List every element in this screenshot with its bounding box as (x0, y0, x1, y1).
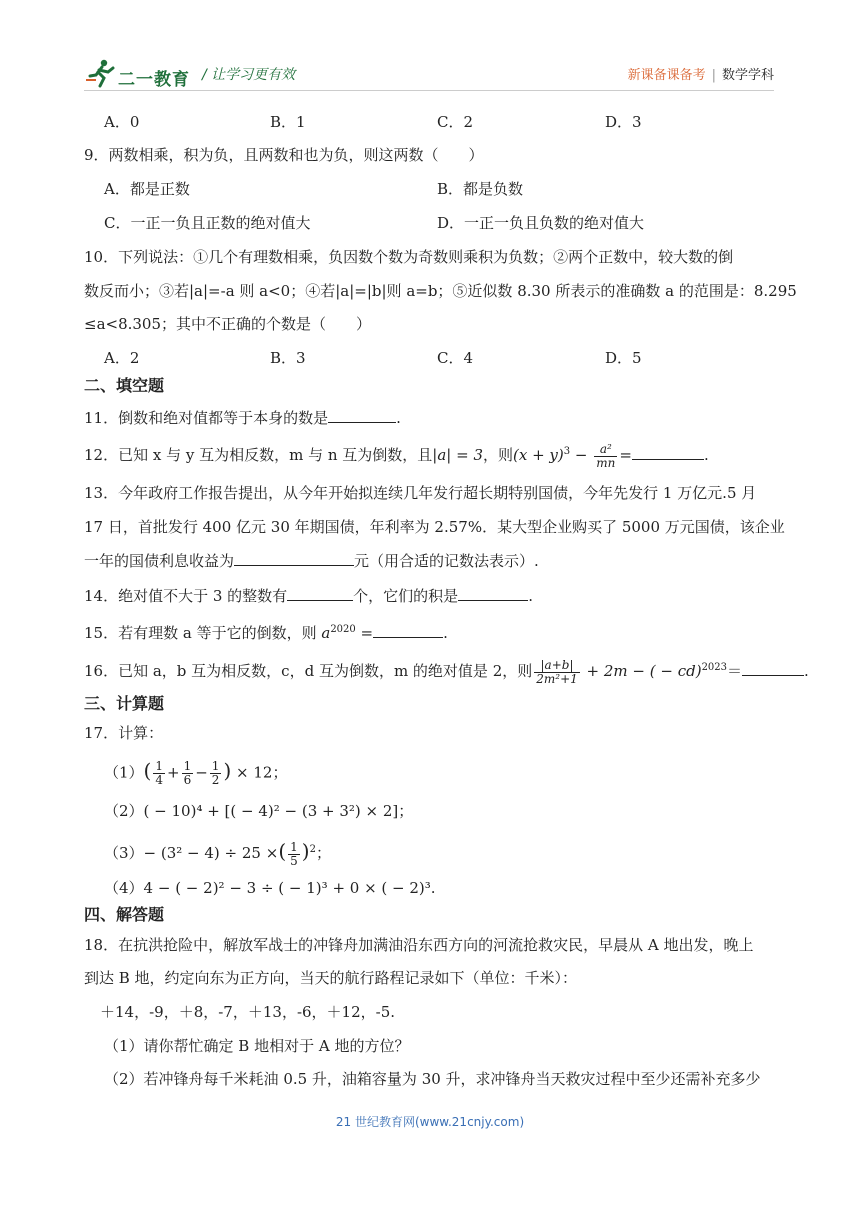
page-header (84, 58, 774, 98)
q8-option-c: C．2 (437, 113, 474, 131)
q14: 14．绝对值不大于 3 的整数有 个，它们的积是 . (84, 587, 533, 605)
q8-option-a: A．0 (104, 113, 140, 131)
runner-logo-icon (84, 58, 118, 88)
fraction: $\frac{\text{a²}}{mn}$ (596, 441, 616, 470)
q17-part4: （4）4 − ( − 2)² − 3 ÷ ( − 1)³ + 0 × ( − 2)³. (104, 879, 436, 897)
q17-part2: （2）( − 10)⁴ + [( − 4)² − (3 + 3²) × 2]； (104, 802, 414, 820)
section-calculation: 三、计算题 (84, 694, 165, 713)
q10-option-d: D．5 (605, 349, 642, 367)
q18-line1: 18．在抗洪抢险中，解放军战士的冲锋舟加满油沿东西方向的河流抢救灾民，早晨从 A 地出发，晚上 (84, 936, 754, 954)
header-divider (84, 90, 774, 91)
answer-blank[interactable] (287, 586, 353, 601)
fraction: $\frac{|a+b|}{\text{2m²+1}}$ (536, 657, 578, 686)
answer-blank[interactable] (234, 551, 354, 566)
q10-option-b: B．3 (270, 349, 306, 367)
answer-blank[interactable] (632, 445, 704, 460)
q10-line3: ≤a<8.305；其中不正确的个数是（ ） (84, 315, 372, 333)
q18-records: ＋14，-9，＋8，-7，＋13，-6，＋12，-5. (100, 1003, 396, 1021)
header-subject: 新课备课备考 | 数学学科 (627, 68, 774, 83)
answer-blank[interactable] (373, 623, 443, 638)
section-fill-in: 二、填空题 (84, 376, 165, 395)
q18-line2: 到达 B 地，约定向东为正方向，当天的航行路程记录如下（单位：千米）： (84, 969, 578, 987)
q17-part1: （1）( $\frac{1}{4}$ + $\frac{1}{6}$ − $\frac{1}{2}$ ) × 12； (104, 758, 288, 787)
q9-option-c: C．一正一负且正数的绝对值大 (104, 214, 311, 232)
q12: 12．已知 x 与 y 互为相反数，m 与 n 互为倒数，且|a| = 3，则$(x + y)^3$ − $\frac{\text{a²}}{mn}$ = . (84, 441, 709, 470)
q10-option-a: A．2 (104, 349, 140, 367)
q13-line1: 13．今年政府工作报告提出，从今年开始拟连续几年发行超长期特别国债，今年先发行 1 万亿元.5 月 (84, 484, 757, 502)
header-course: 新课备课备考 (627, 68, 706, 83)
q10-line1: 10．下列说法：①几个有理数相乘，负因数个数为奇数则乘积为负数；②两个正数中，较大数的倒 (84, 248, 734, 266)
q10-option-c: C．4 (437, 349, 474, 367)
q8-option-b: B．1 (270, 113, 306, 131)
q16: 16．已知 a，b 互为相反数，c，d 互为倒数，m 的绝对值是 2，则 $\frac{|a+b|}{\text{2m²+1}}$ + 2m − ( − cd)$^{2023}$＝ . (84, 657, 809, 686)
q13-line3: 一年的国债利息收益为 元（用合适的记数法表示）. (84, 552, 539, 570)
q18-sub1: （1）请你帮忙确定 B 地相对于 A 地的方位？ (104, 1037, 410, 1055)
q11: 11．倒数和绝对值都等于本身的数是 . (84, 409, 401, 427)
logo-text: 二一教育 (118, 70, 190, 90)
q10-line2: 数反而小；③若|a|=-a 则 a<0；④若|a|=|b|则 a=b；⑤近似数 8.30 所表示的准确数 a 的范围是：8.295 (84, 282, 797, 300)
header-subject-name: 数学学科 (721, 68, 774, 83)
q17-part3: （3）− (3² − 4) ÷ 25 ×( $\frac{1}{5}$ )$^2$； (104, 839, 331, 868)
page-footer: 21 世纪教育网(www.21cnjy.com) (335, 1115, 525, 1129)
q15: 15．若有理数 a 等于它的倒数，则 $a^{2020}$ = . (84, 624, 448, 642)
answer-blank[interactable] (458, 586, 528, 601)
q9-stem: 9．两数相乘，积为负，且两数和也为负，则这两数（ ） (84, 146, 484, 164)
answer-blank[interactable] (742, 661, 804, 676)
q13-line2: 17 日，首批发行 400 亿元 30 年期国债，年利率为 2.57%．某大型企业购买了 5000 万元国债，该企业 (84, 518, 785, 536)
q9-option-d: D．一正一负且负数的绝对值大 (437, 214, 645, 232)
q18-sub2: （2）若冲锋舟每千米耗油 0.5 升，油箱容量为 30 升，求冲锋舟当天救灾过程中至少还需补充多少 (104, 1070, 761, 1088)
answer-blank[interactable] (328, 408, 396, 423)
q9-option-b: B．都是负数 (437, 180, 524, 198)
q8-option-d: D．3 (605, 113, 642, 131)
q17-stem: 17．计算： (84, 724, 164, 742)
slogan: / 让学习更有效 (202, 67, 296, 83)
q9-option-a: A．都是正数 (104, 180, 190, 198)
section-answer: 四、解答题 (84, 905, 165, 924)
